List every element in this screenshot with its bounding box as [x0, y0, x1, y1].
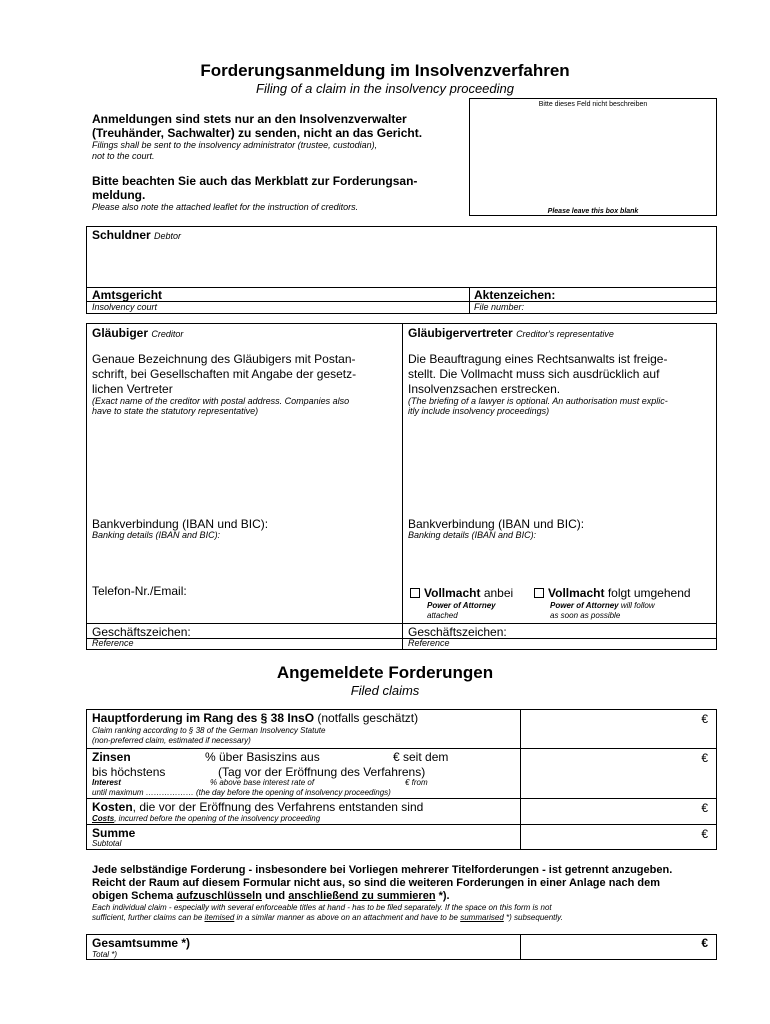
poa-attached-label-bold: Vollmacht [424, 586, 481, 600]
page-title: Forderungsanmeldung im Insolvenzverfahren [200, 61, 570, 80]
office-use-box [469, 98, 717, 216]
costs-label [92, 800, 423, 814]
poa-attached-label: anbei [483, 586, 514, 600]
representative-heading [408, 326, 614, 340]
notice-line-1: Jede selbständige Forderung - insbesondere bei Vorliegen mehrerer Titelforderungen - ist getrennt anzugeben. [92, 864, 673, 876]
creditor-desc-1: Genaue Bezeichnung des Gläubigers mit Postan- [92, 352, 356, 366]
main-claim-en-2: (non-preferred claim, estimated if necessary) [92, 736, 251, 745]
representative-label: Gläubigervertreter [408, 326, 513, 340]
subtotal-amount-field[interactable] [521, 825, 716, 849]
subtotal-label-en: Subtotal [92, 839, 122, 848]
leaflet-note-2: meldung. [92, 188, 146, 202]
total-amount-field[interactable] [521, 935, 716, 959]
debtor-divider [86, 287, 717, 288]
creditor-phone-field[interactable] [90, 598, 398, 622]
main-claim-label-bold: Hauptforderung im Rang des § 38 InsO [92, 711, 315, 725]
costs-label-bold: Kosten [92, 800, 133, 814]
costs-currency: € [701, 801, 708, 815]
notice-line-3e: *). [435, 890, 450, 902]
interest-currency: € [701, 751, 708, 765]
poa-follow-en: will follow [620, 601, 655, 610]
creditor-bank-field[interactable] [90, 542, 398, 582]
main-claim-label [92, 711, 418, 725]
total-label-en: Total *) [92, 950, 118, 959]
costs-label-en [92, 814, 320, 824]
notice-line-2: Reicht der Raum auf diesem Formular nicht aus, so sind die weiteren Forderungen in einer Anlage nach dem [92, 877, 661, 889]
reference-underline [86, 638, 717, 639]
leaflet-note-en: Please also note the attached leaflet for the instruction of creditors. [92, 202, 359, 212]
leaflet-note-1: Bitte beachten Sie auch das Merkblatt zur Forderungsan- [92, 174, 418, 188]
intro-en-2: not to the court. [92, 151, 155, 161]
creditor-reference-label: Geschäftszeichen: [92, 625, 191, 639]
creditor-reference-label-en: Reference [92, 638, 134, 648]
poa-follow-en-bold: Power of Attorney [550, 601, 619, 610]
notice-en-2d: summarised [460, 913, 504, 922]
representative-address-field[interactable] [406, 418, 714, 514]
creditor-desc-en-2: have to state the statutory representative) [92, 406, 259, 416]
creditor-label-en: Creditor [151, 329, 184, 339]
interest-amount-field[interactable] [521, 749, 716, 797]
notice-en-1: Each individual claim - especially with several enforceable titles at hand - has to be filed separately. If the space on this form is not [92, 903, 552, 912]
office-use-box-bottom-text: Please leave this box blank [547, 208, 639, 215]
total-currency: € [701, 936, 708, 950]
creditor-heading [92, 326, 183, 340]
representative-desc-1: Die Beauftragung eines Rechtsanwalts ist freige- [408, 352, 668, 366]
intro-line-1: Anmeldungen sind stets nur an den Insolvenzverwalter [92, 112, 407, 126]
main-claim-amount-field[interactable] [521, 710, 716, 747]
creditor-desc-en-1: (Exact name of the creditor with postal address. Companies also [92, 396, 350, 406]
poa-follow-option[interactable] [534, 586, 691, 600]
costs-label-en-bold: Costs [92, 814, 115, 823]
notice-line-3d: anschließend zu summieren [288, 890, 436, 902]
representative-reference-label: Geschäftszeichen: [408, 625, 507, 639]
subtotal-currency: € [701, 827, 708, 841]
interest-en-label: Interest [92, 778, 121, 787]
court-label-en: Insolvency court [92, 302, 158, 312]
creditor-address-field[interactable] [90, 418, 398, 514]
notice-line-3b: aufzuschlüsseln [176, 890, 262, 902]
representative-bank-label: Bankverbindung (IBAN und BIC): [408, 517, 585, 531]
notice-en-2 [92, 913, 563, 923]
creditor-desc-3: lichen Vertreter [92, 382, 173, 396]
notice-en-2c: in a similar manner as above on an attachment and have to be [234, 913, 461, 922]
poa-follow-checkbox[interactable] [534, 588, 544, 598]
intro-en-1: Filings shall be sent to the insolvency administrator (trustee, custodian), [92, 140, 378, 150]
interest-until-text: bis höchstens [92, 765, 166, 779]
total-label: Gesamtsumme *) [92, 936, 191, 950]
page-subtitle: Filing of a claim in the insolvency proceeding [256, 81, 514, 96]
office-use-box-top-text: Bitte dieses Feld nicht beschreiben [538, 101, 648, 108]
interest-until-note: (Tag vor der Eröffnung des Verfahrens) [218, 765, 426, 779]
representative-desc-3: Insolvenzsachen erstrecken. [408, 382, 561, 396]
main-claim-currency: € [701, 712, 708, 726]
notice-line-3 [92, 890, 450, 903]
subtotal-label: Summe [92, 826, 136, 840]
reference-divider [86, 623, 717, 624]
representative-reference-label-en: Reference [408, 638, 450, 648]
creditor-desc-2: schrift, bei Gesellschaften mit Angabe der gesetz- [92, 367, 357, 381]
file-number-label-en: File number: [474, 302, 525, 312]
poa-attached-option[interactable] [410, 586, 513, 600]
interest-since-text: € seit dem [393, 750, 449, 764]
court-underline [86, 301, 717, 302]
notice-en-2e: *) subsequently. [503, 913, 563, 922]
claims-title: Angemeldete Forderungen [276, 663, 494, 682]
costs-label-en-rest: , incurred before the opening of the insolvency proceeding [114, 814, 321, 823]
interest-rate-text: % über Basiszins aus [205, 750, 320, 764]
creditor-column-divider [402, 323, 403, 650]
notice-line-3a: obigen Schema [92, 890, 177, 902]
creditor-phone-label: Telefon-Nr./Email: [92, 584, 187, 598]
notice-en-2b: itemised [204, 913, 235, 922]
interest-label: Zinsen [92, 750, 131, 764]
file-number-label: Aktenzeichen: [474, 288, 556, 302]
poa-attached-en: attached [427, 611, 458, 620]
poa-follow-en-wrap [550, 601, 655, 611]
claims-subtitle: Filed claims [350, 683, 420, 698]
poa-follow-label: folgt umgehend [607, 586, 691, 600]
poa-attached-checkbox[interactable] [410, 588, 420, 598]
representative-desc-2: stellt. Die Vollmacht muss sich ausdrücklich auf [408, 367, 660, 381]
representative-desc-en-2: itly include insolvency proceedings) [408, 406, 550, 416]
poa-attached-en-bold: Power of Attorney [427, 601, 496, 610]
costs-label-rest: , die vor der Eröffnung des Verfahrens entstanden sind [132, 800, 424, 814]
court-label: Amtsgericht [92, 288, 163, 302]
creditor-bank-label-en: Banking details (IBAN and BIC): [92, 530, 221, 540]
interest-en-until: until maximum ……………… (the day before the opening of insolvency proceedings) [92, 788, 391, 797]
main-claim-label-note: (notfalls geschätzt) [317, 711, 419, 725]
representative-bank-label-en: Banking details (IBAN and BIC): [408, 530, 537, 540]
notice-en-2a: sufficient, further claims can be [92, 913, 205, 922]
interest-en-rate: % above base interest rate of [210, 778, 315, 787]
creditor-bank-label: Bankverbindung (IBAN und BIC): [92, 517, 269, 531]
representative-bank-field[interactable] [406, 542, 714, 582]
costs-amount-field[interactable] [521, 799, 716, 823]
poa-follow-en-2: as soon as possible [550, 611, 621, 620]
interest-en-from: € from [405, 778, 428, 787]
creditor-label: Gläubiger [92, 326, 149, 340]
debtor-label: Schuldner [92, 228, 151, 242]
representative-desc-en-1: (The briefing of a lawyer is optional. An authorisation must explic- [408, 396, 668, 406]
debtor-label-en: Debtor [154, 231, 182, 241]
intro-line-2: (Treuhänder, Sachwalter) zu senden, nicht an das Gericht. [92, 126, 423, 140]
debtor-label-wrap [92, 228, 181, 242]
notice-line-3c: und [261, 890, 289, 902]
poa-follow-label-bold: Vollmacht [548, 586, 605, 600]
main-claim-en-1: Claim ranking according to § 38 of the German Insolvency Statute [92, 726, 326, 735]
representative-label-en: Creditor's representative [516, 329, 614, 339]
